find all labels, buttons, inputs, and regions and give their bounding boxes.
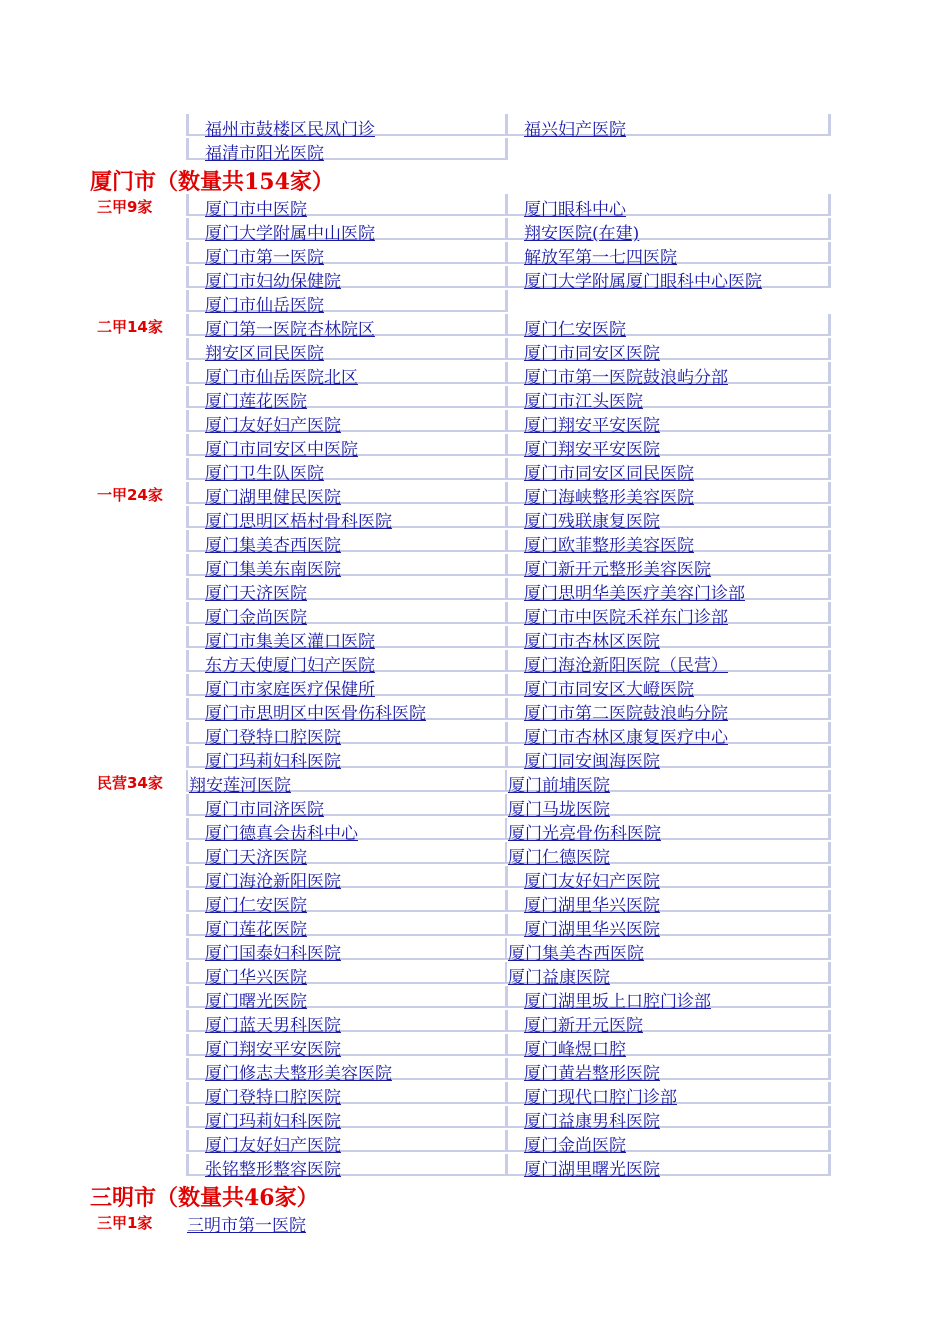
cell-left: [186, 986, 505, 1012]
hospital-link[interactable]: 翔安区同民医院: [205, 344, 324, 364]
hospital-link[interactable]: 厦门思明区梧村骨科医院: [205, 512, 392, 532]
cell-right: [505, 114, 831, 140]
cell-right: [505, 986, 831, 1012]
hospital-link[interactable]: 厦门欧菲整形美容医院: [524, 536, 694, 556]
hospital-link[interactable]: 厦门同安闽海医院: [524, 752, 660, 772]
hospital-link[interactable]: 厦门集美杏西医院: [508, 944, 644, 964]
table-row: [0, 266, 950, 290]
table-row: [0, 1106, 950, 1130]
cell-left: [186, 962, 505, 988]
cell-left: [186, 794, 505, 820]
hospital-link[interactable]: 厦门友好妇产医院: [524, 872, 660, 892]
cell-right: [505, 1106, 831, 1132]
hospital-link[interactable]: 厦门仁德医院: [508, 848, 610, 868]
hospital-link[interactable]: 厦门益康男科医院: [524, 1112, 660, 1132]
hospital-link[interactable]: 厦门市杏林区医院: [524, 632, 660, 652]
cell-right: [505, 530, 831, 556]
cell-left: [186, 362, 505, 388]
table-row: [0, 722, 950, 746]
cell-left: [186, 338, 505, 364]
cell-left: [186, 458, 505, 484]
hospital-link[interactable]: 厦门峰煜口腔: [524, 1040, 626, 1060]
hospital-link[interactable]: 厦门华兴医院: [205, 968, 307, 988]
table-row: [0, 938, 950, 962]
cell-left: [186, 1130, 505, 1156]
cell-right: [505, 794, 831, 820]
hospital-link[interactable]: 厦门市第二医院鼓浪屿分院: [524, 704, 728, 724]
cell-right: [505, 722, 831, 748]
cell-left: [186, 1034, 505, 1060]
hospital-link[interactable]: 厦门思明华美医疗美容门诊部: [524, 584, 745, 604]
cell-right: [505, 218, 831, 244]
cell-left: [186, 194, 505, 220]
cell-left: [186, 770, 505, 796]
hospital-link[interactable]: 厦门市同安区中医院: [205, 440, 358, 460]
cell-right: [505, 602, 831, 628]
cell-left: [186, 290, 505, 316]
table-row: [0, 458, 950, 482]
hospital-link[interactable]: 厦门新开元医院: [524, 1016, 643, 1036]
table-row: [0, 1082, 950, 1106]
cell-right: [505, 290, 831, 312]
hospital-link[interactable]: 厦门金尚医院: [524, 1136, 626, 1156]
hospital-link[interactable]: 厦门大学附属厦门眼科中心医院: [524, 272, 762, 292]
city-heading: 厦门市（数量共154家）: [90, 169, 334, 195]
cell-right: [505, 626, 831, 652]
cell-left: [186, 114, 505, 140]
cell-right: [505, 770, 831, 796]
cell-left: [186, 1154, 505, 1180]
cell-right: [505, 266, 831, 292]
hospital-link[interactable]: 厦门光亮骨伤科医院: [508, 824, 661, 844]
hospital-link[interactable]: 厦门大学附属中山医院: [205, 224, 375, 244]
cell-left: [186, 386, 505, 412]
cell-right: [505, 242, 831, 268]
table-row: [0, 1154, 950, 1178]
table-row: [0, 1010, 950, 1034]
table-row: [0, 842, 950, 866]
hospital-link[interactable]: 厦门莲花医院: [205, 920, 307, 940]
cell-left: [186, 866, 505, 892]
cell-left: [186, 626, 505, 652]
table-row: [0, 578, 950, 602]
hospital-link[interactable]: 厦门新开元整形美容医院: [524, 560, 711, 580]
cell-left: [186, 914, 505, 940]
cell-right: [505, 1010, 831, 1036]
table-row: [0, 626, 950, 650]
cell-left: [186, 410, 505, 436]
table-row: [0, 602, 950, 626]
hospital-link[interactable]: 厦门市家庭医疗保健所: [205, 680, 375, 700]
table-row: [0, 1130, 950, 1154]
cell-left: [186, 1082, 505, 1108]
table-row: [0, 650, 950, 674]
hospital-link[interactable]: 厦门市第一医院鼓浪屿分部: [524, 368, 728, 388]
cell-left: [186, 242, 505, 268]
table-row: [0, 218, 950, 242]
cell-left: [186, 554, 505, 580]
hospital-link[interactable]: 厦门益康医院: [508, 968, 610, 988]
hospital-link[interactable]: 厦门蓝天男科医院: [205, 1016, 341, 1036]
table-row: [0, 482, 950, 506]
cell-left: [186, 722, 505, 748]
table-row: [0, 674, 950, 698]
hospital-link[interactable]: 厦门友好妇产医院: [205, 416, 341, 436]
hospital-link[interactable]: 厦门集美杏西医院: [205, 536, 341, 556]
hospital-link[interactable]: 福州市鼓楼区民凤门诊: [205, 120, 375, 140]
hospital-link[interactable]: 厦门第一医院杏林院区: [205, 320, 375, 340]
table-row: [0, 770, 950, 794]
hospital-link[interactable]: 厦门玛莉妇科医院: [205, 1112, 341, 1132]
hospital-link[interactable]: 厦门德真会齿科中心: [205, 824, 358, 844]
table-row: [0, 138, 950, 162]
cell-left: [186, 218, 505, 244]
hospital-link[interactable]: 翔安医院(在建): [524, 224, 640, 244]
hospital-link[interactable]: 厦门玛莉妇科医院: [205, 752, 341, 772]
cell-left: [186, 266, 505, 292]
category-label: 一甲24家: [97, 486, 163, 504]
cell-right: [505, 410, 831, 436]
cell-left: [186, 938, 505, 964]
cell-right: [505, 674, 831, 700]
table-row: [0, 1034, 950, 1058]
table-row: [0, 866, 950, 890]
hospital-link[interactable]: 厦门湖里华兴医院: [524, 920, 660, 940]
hospital-link[interactable]: 厦门金尚医院: [205, 608, 307, 628]
cell-right: [505, 818, 831, 844]
hospital-link[interactable]: 厦门市思明区中医骨伤科医院: [205, 704, 426, 724]
hospital-link[interactable]: 厦门登特口腔医院: [205, 1088, 341, 1108]
cell-left: [186, 650, 505, 676]
cell-left: [186, 1106, 505, 1132]
cell-right: [505, 890, 831, 916]
table-row: [0, 818, 950, 842]
hospital-link[interactable]: 厦门黄岩整形医院: [524, 1064, 660, 1084]
table-row: [0, 890, 950, 914]
hospital-link[interactable]: 厦门天济医院: [205, 584, 307, 604]
cell-right: [505, 482, 831, 508]
category-label: 二甲14家: [97, 318, 163, 336]
hospital-link[interactable]: 厦门市仙岳医院: [205, 296, 324, 316]
cell-right: [505, 914, 831, 940]
hospital-link[interactable]: 厦门残联康复医院: [524, 512, 660, 532]
cell-left: [186, 434, 505, 460]
cell-right: [505, 1154, 831, 1180]
hospital-link[interactable]: 三明市第一医院: [187, 1216, 306, 1236]
cell-left: [186, 842, 505, 868]
cell-right: [505, 386, 831, 412]
table-row: [0, 1210, 950, 1234]
cell-left: [186, 530, 505, 556]
table-row: [0, 290, 950, 314]
table-row: [0, 506, 950, 530]
hospital-link[interactable]: 厦门翔安平安医院: [205, 1040, 341, 1060]
cell-left: [186, 1058, 505, 1084]
hospital-link[interactable]: 厦门海沧新阳医院: [205, 872, 341, 892]
hospital-link[interactable]: 厦门市同安区同民医院: [524, 464, 694, 484]
cell-right: [505, 1034, 831, 1060]
cell-left: [186, 578, 505, 604]
hospital-link[interactable]: 厦门湖里华兴医院: [524, 896, 660, 916]
hospital-link[interactable]: 厦门登特口腔医院: [205, 728, 341, 748]
cell-right: [505, 938, 831, 964]
table-row: [0, 794, 950, 818]
category-label: 三甲9家: [97, 198, 153, 216]
cell-left: [186, 746, 505, 772]
hospital-link[interactable]: 厦门市仙岳医院北区: [205, 368, 358, 388]
hospital-link[interactable]: 厦门集美东南医院: [205, 560, 341, 580]
table-row: [0, 242, 950, 266]
table-row: [0, 986, 950, 1010]
hospital-link[interactable]: 厦门海沧新阳医院（民营）: [524, 656, 728, 676]
hospital-link[interactable]: 厦门现代口腔门诊部: [524, 1088, 677, 1108]
cell-right: [505, 866, 831, 892]
hospital-link[interactable]: 厦门湖里坂上口腔门诊部: [524, 992, 711, 1012]
hospital-link[interactable]: 厦门市中医院禾祥东门诊部: [524, 608, 728, 628]
cell-left: [186, 482, 505, 508]
cell-right: [505, 650, 831, 676]
cell-right: [505, 1058, 831, 1084]
table-row: [0, 914, 950, 938]
table-row: [0, 194, 950, 218]
cell-right: [505, 1130, 831, 1156]
cell-right: [505, 194, 831, 220]
hospital-link[interactable]: 厦门仁安医院: [524, 320, 626, 340]
cell-left: [186, 138, 505, 164]
table-row: [0, 386, 950, 410]
hospital-link[interactable]: 厦门前埔医院: [508, 776, 610, 796]
table-row: [0, 338, 950, 362]
hospital-link[interactable]: 厦门市集美区灌口医院: [205, 632, 375, 652]
hospital-link[interactable]: 厦门市同安区医院: [524, 344, 660, 364]
cell-right: [505, 554, 831, 580]
table-row: [0, 410, 950, 434]
cell-right: [505, 434, 831, 460]
hospital-link[interactable]: 厦门市妇幼保健院: [205, 272, 341, 292]
hospital-link[interactable]: 厦门友好妇产医院: [205, 1136, 341, 1156]
cell-left: [186, 698, 505, 724]
cell-right: [505, 338, 831, 364]
table-row: [0, 114, 950, 138]
cell-right: [505, 362, 831, 388]
city-heading: 三明市（数量共46家）: [90, 1185, 319, 1211]
hospital-link[interactable]: 厦门市江头医院: [524, 392, 643, 412]
table-row: [0, 314, 950, 338]
table-row: [0, 962, 950, 986]
cell-right: [505, 698, 831, 724]
table-row: [0, 530, 950, 554]
table-row: [0, 698, 950, 722]
hospital-link[interactable]: 厦门马垅医院: [508, 800, 610, 820]
table-row: [0, 554, 950, 578]
cell-left: [186, 602, 505, 628]
hospital-link[interactable]: 厦门市杏林区康复医疗中心: [524, 728, 728, 748]
cell-left: [186, 818, 505, 844]
cell-left: [186, 1210, 505, 1236]
cell-right: [505, 138, 831, 160]
hospital-link[interactable]: 厦门仁安医院: [205, 896, 307, 916]
table-row: [0, 434, 950, 458]
cell-right: [505, 1082, 831, 1108]
cell-left: [186, 314, 505, 340]
hospital-link[interactable]: 厦门市第一医院: [205, 248, 324, 268]
hospital-link[interactable]: 厦门卫生队医院: [205, 464, 324, 484]
category-label: 民营34家: [97, 774, 163, 792]
hospital-link[interactable]: 张铭整形整容医院: [205, 1160, 341, 1180]
hospital-link[interactable]: 福清市阳光医院: [205, 144, 324, 164]
hospital-link[interactable]: 厦门翔安平安医院: [524, 440, 660, 460]
hospital-link[interactable]: 厦门国泰妇科医院: [205, 944, 341, 964]
hospital-link[interactable]: 东方天使厦门妇产医院: [205, 656, 375, 676]
cell-left: [186, 890, 505, 916]
hospital-link[interactable]: 厦门曙光医院: [205, 992, 307, 1012]
cell-right: [505, 746, 831, 772]
category-label: 三甲1家: [97, 1214, 153, 1232]
cell-right: [505, 842, 831, 868]
table-row: [0, 1058, 950, 1082]
cell-left: [186, 506, 505, 532]
cell-left: [186, 674, 505, 700]
cell-right: [505, 314, 831, 340]
hospital-link[interactable]: 厦门海峡整形美容医院: [524, 488, 694, 508]
cell-right: [505, 578, 831, 604]
hospital-link[interactable]: 厦门市中医院: [205, 200, 307, 220]
hospital-link[interactable]: 厦门市同安区大嶝医院: [524, 680, 694, 700]
hospital-link[interactable]: 厦门湖里健民医院: [205, 488, 341, 508]
hospital-link[interactable]: 福兴妇产医院: [524, 120, 626, 140]
hospital-link[interactable]: 厦门市同济医院: [205, 800, 324, 820]
table-row: [0, 362, 950, 386]
hospital-link[interactable]: 翔安莲河医院: [189, 776, 291, 796]
hospital-link[interactable]: 厦门翔安平安医院: [524, 416, 660, 436]
cell-left: [186, 1010, 505, 1036]
cell-right: [505, 506, 831, 532]
cell-right: [505, 458, 831, 484]
table-row: [0, 746, 950, 770]
hospital-link[interactable]: 厦门修志夫整形美容医院: [205, 1064, 392, 1084]
hospital-link[interactable]: 解放军第一七四医院: [524, 248, 677, 268]
hospital-link[interactable]: 厦门莲花医院: [205, 392, 307, 412]
hospital-link[interactable]: 厦门眼科中心: [524, 200, 626, 220]
hospital-link[interactable]: 厦门湖里曙光医院: [524, 1160, 660, 1180]
hospital-link[interactable]: 厦门天济医院: [205, 848, 307, 868]
cell-right: [505, 962, 831, 988]
